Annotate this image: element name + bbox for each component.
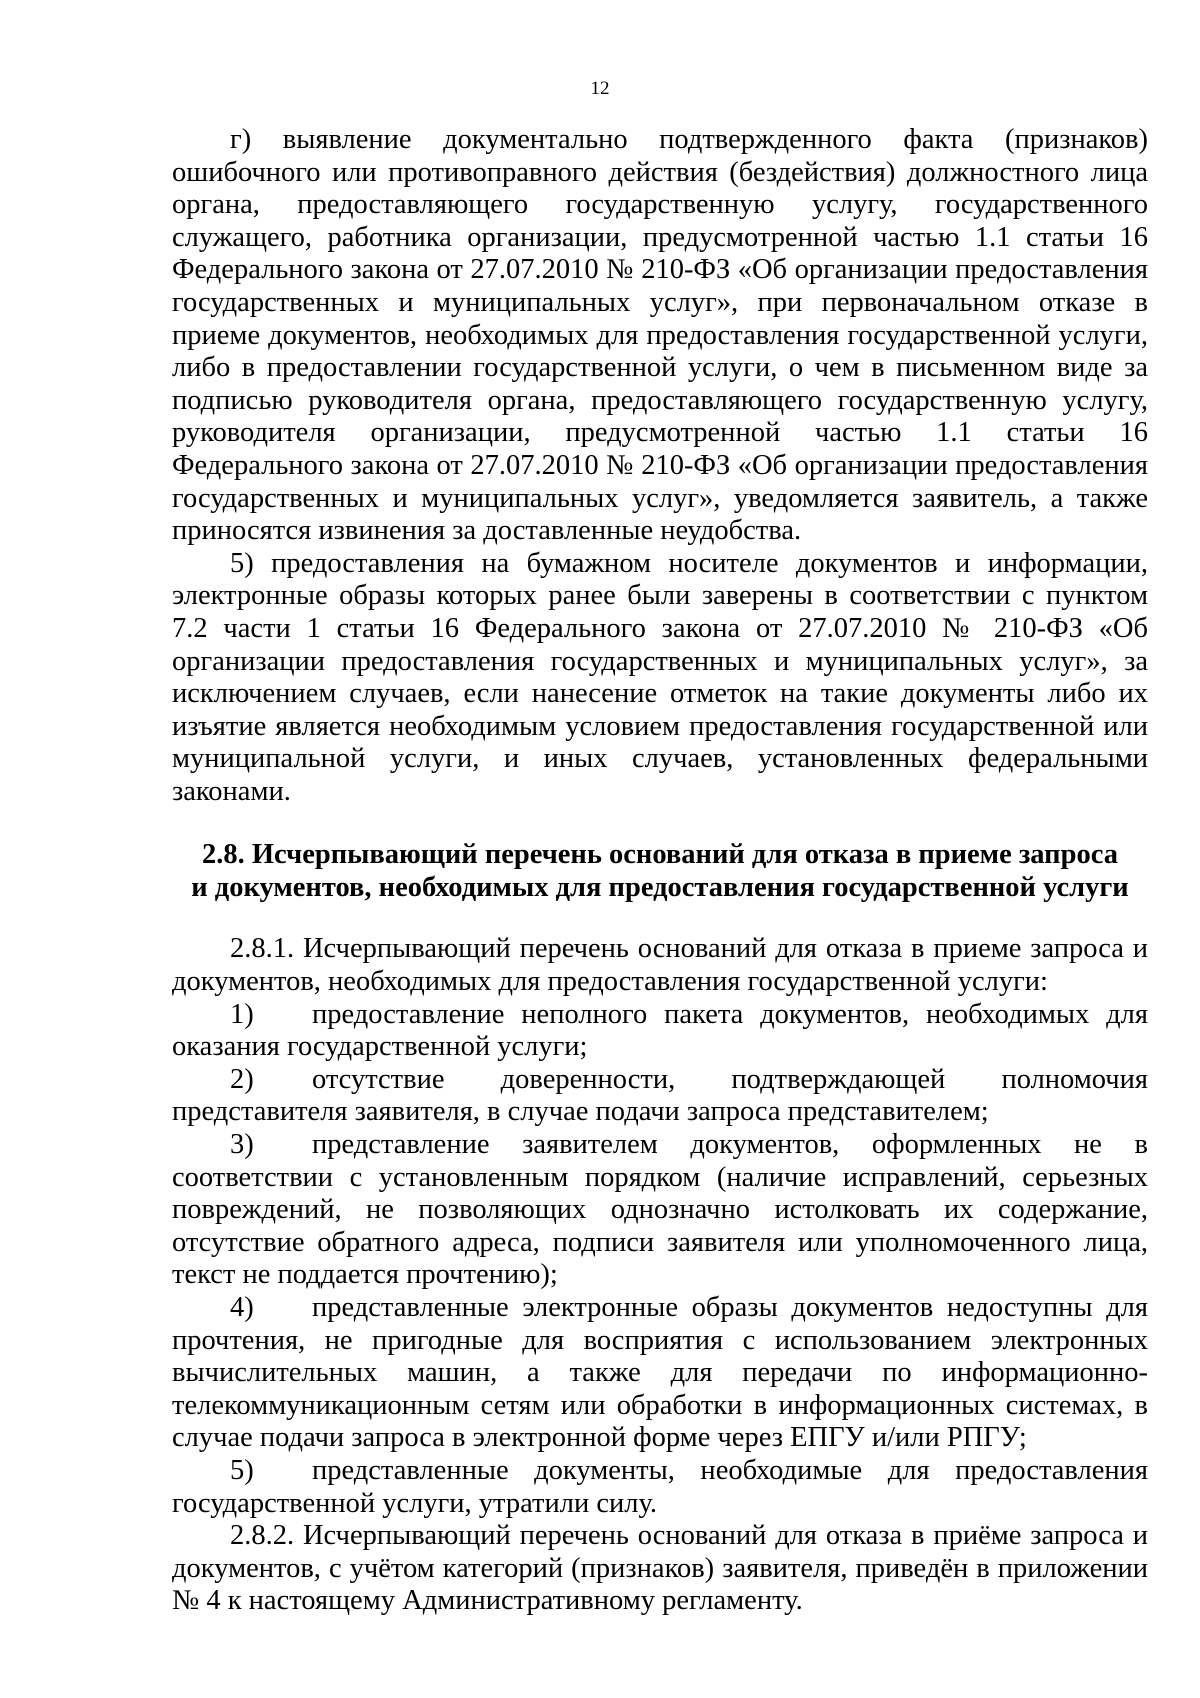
section-heading bbox=[172, 838, 1148, 904]
list-item-number: 1) bbox=[230, 998, 254, 1030]
list-item bbox=[172, 1455, 1148, 1520]
list-item bbox=[172, 999, 1148, 1064]
list-item-number: 3) bbox=[230, 1129, 254, 1161]
list-item-text: представление заявителем документов, оформленных не в соответствии с установленным порядком (наличие исправлений, серьезных повреждений, не позволяющих однозначно истолковать их содержание, отсутствие обратного адреса, подписи заявителя или уполномоченного лица, текст не поддается прочтению); bbox=[172, 1129, 1148, 1291]
list-item-number: 2) bbox=[230, 1063, 254, 1095]
list-item bbox=[172, 1129, 1148, 1292]
paragraph-g: г) выявление документально подтвержденного факта (признаков) ошибочного или противоправного действия (бездействия) должностного лица органа, предоставляющего государственную услугу, государственного служащего, работника организации, предусмотренной частью 1.1 статьи 16 Федерального закона от 27.07.2010 № 210-ФЗ «Об организации предоставления государственных и муниципальных услуг», при первоначальном отказе в приеме документов, необходимых для предоставления государственной услуги, либо в предоставлении государственной услуги, о чем в письменном виде за подписью руководителя органа, предоставляющего государственную услугу, руководителя организации, предусмотренной частью 1.1 статьи 16 Федерального закона от 27.07.2010 № 210-ФЗ «Об организации предоставления государственных и муниципальных услуг», уведомляется заявитель, а также приносятся извинения за доставленные неудобства. bbox=[172, 124, 1148, 547]
list-item-text: отсутствие доверенности, подтверждающей полномочия представителя заявителя, в случае подачи запроса представителем; bbox=[172, 1063, 1148, 1128]
document-body bbox=[172, 124, 1148, 1618]
list-item-number: 4) bbox=[230, 1292, 254, 1323]
list-item-text: предоставление неполного пакета документов, необходимых для оказания государственной услуги; bbox=[172, 998, 1148, 1063]
page-number: 12 bbox=[590, 78, 610, 99]
section-intro: 2.8.1. Исчерпывающий перечень оснований для отказа в приеме запроса и документов, необходимых для предоставления государственной услуги: bbox=[172, 933, 1148, 998]
list-item bbox=[172, 1064, 1148, 1129]
list-item-text: представленные документы, необходимые для предоставления государственной услуги, утратили силу. bbox=[172, 1454, 1148, 1519]
section-closing: 2.8.2. Исчерпывающий перечень оснований для отказа в приёме запроса и документов, с учётом категорий (признаков) заявителя, приведён в приложении № 4 к настоящему Административному регламенту. bbox=[172, 1520, 1148, 1617]
list-item bbox=[172, 1292, 1148, 1455]
section-heading-line-2: и документов, необходимых для предоставления государственной услуги bbox=[191, 872, 1129, 904]
list-item-number: 5) bbox=[230, 1454, 254, 1486]
paragraph-5: 5) предоставления на бумажном носителе документов и информации, электронные образы которых ранее были заверены в соответствии с пунктом 7.2 части 1 статьи 16 Федерального закона от 27.07.2010 № 210-ФЗ «Об организации предоставления государственных и муниципальных услуг», за исключением случаев, если нанесение отметок на такие документы либо их изъятие является необходимым условием предоставления государственной или муниципальной услуги, и иных случаев, установленных федеральными законами. bbox=[172, 547, 1148, 807]
list-item-text: представленные электронные образы документов недоступны для прочтения, не пригодные для восприятия с использованием электронных вычислительных машин, а также для передачи по информационно-телекоммуникационным сетям или обработки в информационных системах, в случае подачи запроса в электронной форме через ЕПГУ и/или РПГУ; bbox=[172, 1292, 1148, 1454]
section-heading-line-1: 2.8. Исчерпывающий перечень оснований для отказа в приеме запроса bbox=[202, 839, 1118, 871]
